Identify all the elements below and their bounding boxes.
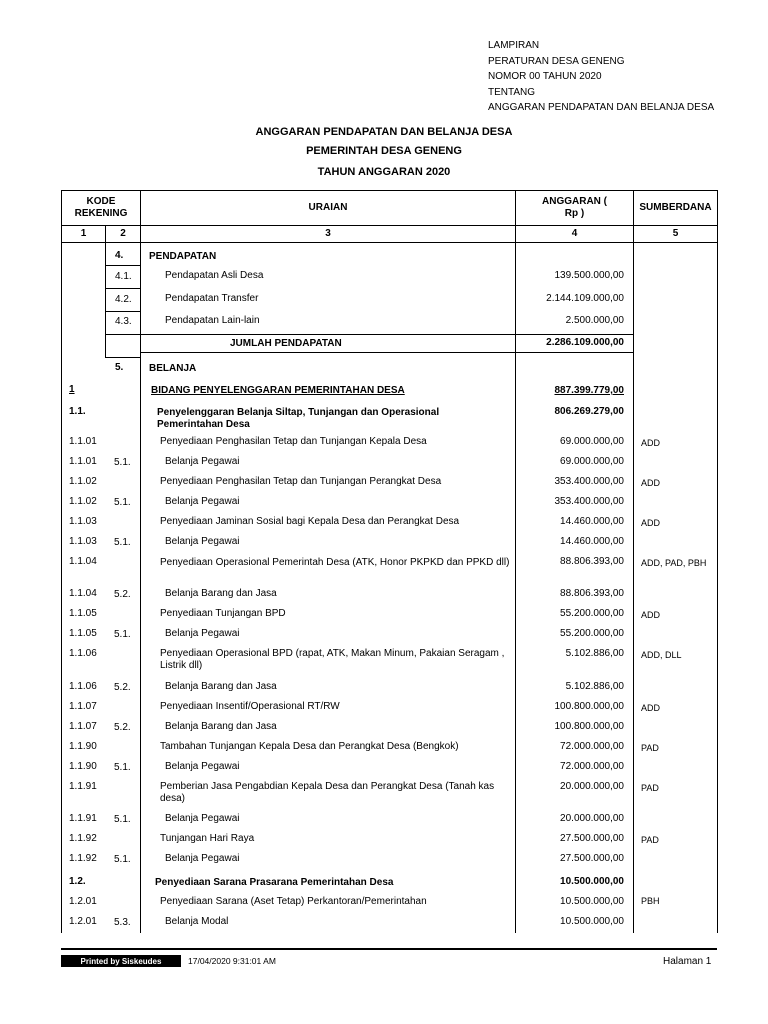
document-subtitle: PEMERINTAH DESA GENENG <box>306 145 462 157</box>
row-uraian: Belanja Pegawai <box>165 536 240 547</box>
row-anggaran: 10.500.000,00 <box>560 876 624 887</box>
row-uraian: PENDAPATAN <box>149 251 217 262</box>
grid-line <box>140 243 141 933</box>
row-kode-2: 5.2. <box>114 682 131 693</box>
row-uraian: Belanja Pegawai <box>165 496 240 507</box>
lampiran-line: TENTANG <box>488 86 536 98</box>
grid-line <box>140 352 634 353</box>
grid-line <box>105 357 141 358</box>
row-anggaran: 5.102.886,00 <box>565 681 624 692</box>
document-title: ANGGARAN PENDAPATAN DAN BELANJA DESA <box>255 126 513 138</box>
grid-line <box>633 243 634 933</box>
row-anggaran: 27.500.000,00 <box>560 833 624 844</box>
row-sumberdana: ADD <box>641 478 661 488</box>
row-sumberdana: PAD <box>641 835 659 845</box>
row-anggaran: 72.000.000,00 <box>560 761 624 772</box>
page-number: Halaman 1 <box>663 956 712 967</box>
header-col-1: 1 <box>61 225 106 243</box>
row-kode-2: 5.2. <box>114 589 131 600</box>
row-sumberdana: ADD <box>641 438 661 448</box>
row-uraian: Belanja Pegawai <box>165 853 240 864</box>
row-anggaran: 69.000.000,00 <box>560 456 624 467</box>
grid-line <box>105 288 141 289</box>
row-uraian: BIDANG PENYELENGGARAN PEMERINTAHAN DESA <box>151 385 405 396</box>
row-uraian: Penyediaan Sarana Prasarana Pemerintahan Desa <box>155 877 394 888</box>
row-uraian: Belanja Pegawai <box>165 761 240 772</box>
row-kode-2: 5.2. <box>114 722 131 733</box>
row-kode-1: 1.1.02 <box>69 476 97 487</box>
grid-line <box>717 243 718 933</box>
row-kode-1: 1 <box>69 384 75 395</box>
row-anggaran: 88.806.393,00 <box>560 588 624 599</box>
row-anggaran: 55.200.000,00 <box>560 628 624 639</box>
fiscal-year-title: TAHUN ANGGARAN 2020 <box>317 166 451 178</box>
header-kode-rekening: KODE REKENING <box>61 190 141 226</box>
row-uraian: Belanja Pegawai <box>165 456 240 467</box>
row-kode-2: 5.1. <box>114 537 131 548</box>
row-uraian: Tambahan Tunjangan Kepala Desa dan Perangkat Desa (Bengkok) <box>160 741 459 752</box>
header-col-4: 4 <box>515 225 634 243</box>
row-uraian: Penyediaan Jaminan Sosial bagi Kepala Desa dan Perangkat Desa <box>160 516 460 527</box>
grid-line <box>105 311 141 312</box>
lampiran-line: ANGGARAN PENDAPATAN DAN BELANJA DESA <box>488 102 715 113</box>
row-uraian: Belanja Barang dan Jasa <box>165 721 277 732</box>
row-kode-2: 4.3. <box>115 316 132 327</box>
lampiran-block <box>488 38 714 116</box>
row-uraian: Belanja Pegawai <box>165 813 240 824</box>
row-kode-1: 1.1.90 <box>69 761 97 772</box>
row-anggaran: 139.500.000,00 <box>554 270 624 281</box>
row-kode-1: 1.1.01 <box>69 456 97 467</box>
row-anggaran: 887.399.779,00 <box>554 385 624 396</box>
row-sumberdana: ADD <box>641 703 661 713</box>
row-kode-1: 1.1.06 <box>69 648 97 659</box>
row-anggaran: 353.400.000,00 <box>554 476 624 487</box>
row-anggaran: 100.800.000,00 <box>554 701 624 712</box>
row-kode-1: 1.1.01 <box>69 436 97 447</box>
row-anggaran: 10.500.000,00 <box>560 896 624 907</box>
row-kode-2: 5.1. <box>114 854 131 865</box>
row-kode-2: 4.2. <box>115 294 132 305</box>
row-kode-1: 1.1.04 <box>69 588 97 599</box>
row-anggaran: 69.000.000,00 <box>560 436 624 447</box>
row-kode-1: 1.1.03 <box>69 536 97 547</box>
row-uraian: Belanja Modal <box>165 916 229 927</box>
row-anggaran: 20.000.000,00 <box>560 781 624 792</box>
grid-line <box>61 243 62 933</box>
row-kode-2: 4. <box>115 250 124 261</box>
header-uraian: URAIAN <box>140 190 516 226</box>
row-uraian: Penyelenggaran Belanja Siltap, Tunjangan dan Operasional Pemerintahan Desa <box>157 407 440 430</box>
row-anggaran: 100.800.000,00 <box>554 721 624 732</box>
grid-line <box>105 334 141 335</box>
row-kode-1: 1.1.07 <box>69 701 97 712</box>
footer-divider <box>61 948 717 950</box>
row-sumberdana: ADD <box>641 518 661 528</box>
row-anggaran: 27.500.000,00 <box>560 853 624 864</box>
row-kode-1: 1.1.07 <box>69 721 97 732</box>
lampiran-line: LAMPIRAN <box>488 40 540 51</box>
row-uraian: Penyediaan Penghasilan Tetap dan Tunjangan Kepala Desa <box>160 436 427 447</box>
row-anggaran: 55.200.000,00 <box>560 608 624 619</box>
row-uraian: Belanja Pegawai <box>165 628 240 639</box>
row-uraian: Penyediaan Tunjangan BPD <box>160 608 286 619</box>
row-anggaran: 353.400.000,00 <box>554 496 624 507</box>
row-uraian: Pendapatan Lain-lain <box>165 315 260 326</box>
total-pendapatan-label: JUMLAH PENDAPATAN <box>230 338 342 349</box>
row-anggaran: 10.500.000,00 <box>560 916 624 927</box>
row-anggaran: 88.806.393,00 <box>560 556 624 567</box>
row-uraian: Belanja Barang dan Jasa <box>165 681 277 692</box>
header-col-3: 3 <box>140 225 516 243</box>
row-anggaran: 20.000.000,00 <box>560 813 624 824</box>
row-uraian: Penyediaan Sarana (Aset Tetap) Perkantoran/Pemerintahan <box>160 896 427 907</box>
header-col-5: 5 <box>633 225 718 243</box>
header-sumberdana: SUMBERDANA <box>633 190 718 226</box>
row-anggaran: 806.269.279,00 <box>554 406 624 417</box>
row-uraian: Penyediaan Penghasilan Tetap dan Tunjangan Perangkat Desa <box>160 476 442 487</box>
row-kode-2: 4.1. <box>115 271 132 282</box>
row-anggaran: 14.460.000,00 <box>560 516 624 527</box>
row-kode-1: 1.1. <box>69 406 86 417</box>
row-uraian: Pendapatan Asli Desa <box>165 270 264 281</box>
row-sumberdana: PAD <box>641 743 659 753</box>
header-col-2: 2 <box>105 225 141 243</box>
lampiran-line: NOMOR 00 TAHUN 2020 <box>488 71 602 82</box>
row-kode-1: 1.1.90 <box>69 741 97 752</box>
row-sumberdana: PAD <box>641 783 659 793</box>
row-kode-2: 5.1. <box>114 457 131 468</box>
row-anggaran: 72.000.000,00 <box>560 741 624 752</box>
row-anggaran: 2.500.000,00 <box>565 315 624 326</box>
row-kode-1: 1.1.91 <box>69 813 97 824</box>
row-uraian: Pendapatan Transfer <box>165 293 259 304</box>
row-kode-1: 1.2. <box>69 876 86 887</box>
row-kode-2: 5.1. <box>114 814 131 825</box>
row-kode-1: 1.1.05 <box>69 608 97 619</box>
row-anggaran: 14.460.000,00 <box>560 536 624 547</box>
row-uraian: Pemberian Jasa Pengabdian Kepala Desa dan Perangkat Desa (Tanah kas desa) <box>160 781 495 804</box>
row-uraian: Penyediaan Insentif/Operasional RT/RW <box>160 701 340 712</box>
row-kode-1: 1.1.03 <box>69 516 97 527</box>
row-uraian: Penyediaan Operasional Pemerintah Desa (ATK, Honor PKPKD dan PPKD dll) <box>160 557 510 568</box>
grid-line <box>105 265 141 266</box>
row-anggaran: 2.144.109.000,00 <box>546 293 624 304</box>
row-kode-1: 1.1.06 <box>69 681 97 692</box>
row-uraian: Penyediaan Operasional BPD (rapat, ATK, Makan Minum, Pakaian Seragam , Listrik dll) <box>160 648 505 671</box>
row-kode-2: 5.1. <box>114 629 131 640</box>
printed-by-badge: Printed by Siskeudes <box>61 955 181 967</box>
row-uraian: Tunjangan Hari Raya <box>160 833 255 844</box>
lampiran-line: PERATURAN DESA GENENG <box>488 55 625 67</box>
row-kode-2: 5. <box>115 362 124 373</box>
header-anggaran: ANGGARAN ( Rp ) <box>515 190 634 226</box>
row-sumberdana: PBH <box>641 896 660 906</box>
row-kode-1: 1.2.01 <box>69 896 97 907</box>
row-kode-1: 1.1.04 <box>69 556 97 567</box>
row-kode-2: 5.1. <box>114 497 131 508</box>
row-kode-1: 1.1.92 <box>69 833 97 844</box>
row-kode-1: 1.2.01 <box>69 916 97 927</box>
row-uraian: BELANJA <box>149 363 197 374</box>
row-sumberdana: ADD <box>641 610 661 620</box>
row-kode-1: 1.1.91 <box>69 781 97 792</box>
row-uraian: Belanja Barang dan Jasa <box>165 588 277 599</box>
row-sumberdana: ADD, DLL <box>641 650 682 660</box>
row-kode-2: 5.3. <box>114 917 131 928</box>
row-kode-1: 1.1.92 <box>69 853 97 864</box>
grid-line <box>140 334 634 335</box>
print-timestamp: 17/04/2020 9:31:01 AM <box>188 956 276 966</box>
total-pendapatan-amount: 2.286.109.000,00 <box>546 337 624 348</box>
row-kode-1: 1.1.02 <box>69 496 97 507</box>
row-kode-1: 1.1.05 <box>69 628 97 639</box>
row-sumberdana: ADD, PAD, PBH <box>641 558 707 568</box>
row-kode-2: 5.1. <box>114 762 131 773</box>
row-anggaran: 5.102.886,00 <box>565 648 624 659</box>
grid-line <box>105 243 106 358</box>
